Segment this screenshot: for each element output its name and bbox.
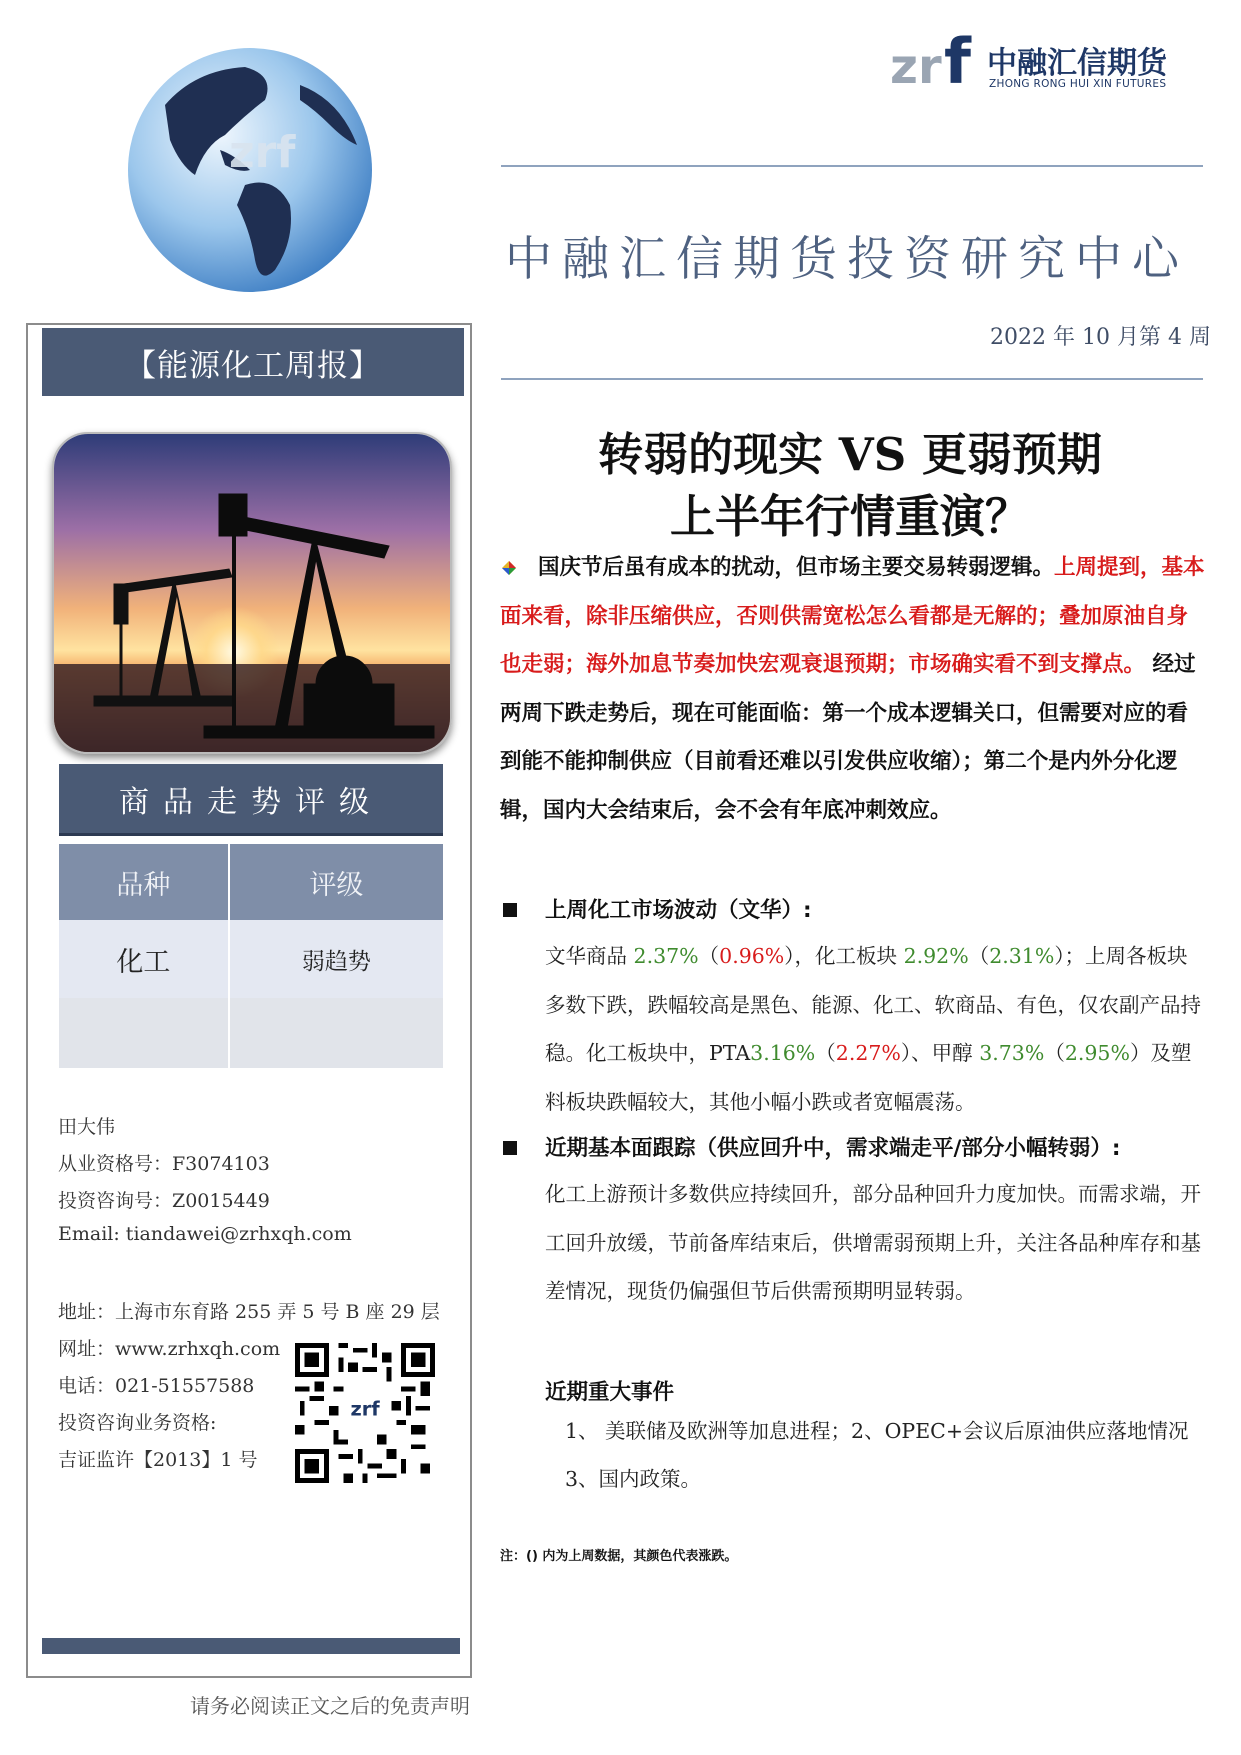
text-span: ）；上周各板块多数下跌，跌幅较高是黑色、能源、化工、软商品、有色，仅农副产品持稳。化工板块中，PTA xyxy=(545,944,1201,1065)
section-market-heading: 上周化工市场波动（文华）: xyxy=(545,898,812,923)
rating-table xyxy=(59,844,443,1068)
text-span: （ xyxy=(815,1041,836,1065)
oil-pumpjack-image xyxy=(54,434,450,752)
oil-pumpjack-photo xyxy=(52,432,452,754)
table-row xyxy=(59,998,443,1068)
value-green: 2.95% xyxy=(1064,1041,1130,1065)
footnote: 注：() 内为上周数据，其颜色代表涨跌。 xyxy=(500,1549,738,1564)
company-website: 网址：www.zrhxqh.com xyxy=(58,1338,281,1360)
svg-text:zr: zr xyxy=(890,39,942,95)
value-green: 2.31% xyxy=(989,944,1055,968)
globe-logo-icon xyxy=(125,45,375,295)
logo-chinese-name: 中融汇信期货 xyxy=(987,46,1167,81)
diamond-bullet-icon xyxy=(500,559,518,577)
table-row xyxy=(59,920,443,998)
summary-highlight: 上周提到，基本面来看，除非压缩供应，否则供需宽松怎么看都是无解的；叠加原油自身也走弱；海外加息节奏加快宏观衰退预期；市场确实看不到支撑点。 xyxy=(500,555,1205,677)
rating-header-variety: 品种 xyxy=(59,844,229,920)
text-span: 文华商品 xyxy=(545,944,634,968)
license-number: 吉证监许【2013】1 号 xyxy=(58,1449,258,1471)
value-red: 0.96% xyxy=(719,944,785,968)
analyst-name: 田大伟 xyxy=(58,1116,116,1138)
company-logo xyxy=(890,28,1220,98)
value-green: 3.16% xyxy=(750,1041,816,1065)
license-label: 投资咨询业务资格: xyxy=(58,1412,217,1434)
rating-cell-empty xyxy=(229,998,443,1068)
section-fundamentals-body: 化工上游预计多数供应持续回升，部分品种回升力度加快。而需求端，开工回升放缓，节前备库结束后，供增需弱预期上升，关注各品种库存和基差情况，现货仍偏强但节后供需预期明显转弱。 xyxy=(545,1182,1201,1303)
value-green: 2.37% xyxy=(633,944,699,968)
summary-paragraph xyxy=(500,544,1206,835)
rating-section-title: 商品走势评级 xyxy=(59,764,443,836)
square-bullet-icon xyxy=(503,1141,517,1155)
events-heading: 近期重大事件 xyxy=(545,1380,675,1405)
report-date: 2022 年 10 月第 4 周 xyxy=(990,325,1211,350)
research-center-title: 中融汇信期货投资研究中心 xyxy=(505,232,1189,287)
rating-cell-empty xyxy=(59,998,229,1068)
section-market-body xyxy=(545,932,1205,1126)
analyst-consult-number: 投资咨询号：Z0015449 xyxy=(58,1190,270,1212)
rating-header-rating: 评级 xyxy=(229,844,443,920)
report-title-line2: 上半年行情重演？ xyxy=(669,490,1030,543)
qr-code-icon xyxy=(295,1343,435,1483)
globe-logo-text: zrf xyxy=(229,127,296,178)
text-span: （ xyxy=(1044,1041,1065,1065)
company-address: 地址：上海市东育路 255 弄 5 号 B 座 29 层 xyxy=(58,1301,440,1323)
report-type-banner: 【能源化工周报】 xyxy=(42,328,464,396)
square-bullet-icon xyxy=(503,903,517,917)
sidebar-bottom-bar xyxy=(42,1638,460,1654)
text-span: （ xyxy=(698,944,720,968)
text-span: ），化工板块 xyxy=(784,944,904,968)
rating-cell-rating: 弱趋势 xyxy=(229,920,443,998)
qr-logo-text: zrf xyxy=(350,1397,380,1421)
rating-cell-variety: 化工 xyxy=(59,920,229,998)
analyst-email: Email: tiandawei@zrhxqh.com xyxy=(58,1223,352,1245)
events-line2: 3、国内政策。 xyxy=(565,1467,702,1491)
header-divider-bottom xyxy=(501,378,1203,380)
text-span: ）及塑料板块跌幅较大，其他小幅小跌或者宽幅震荡。 xyxy=(545,1041,1192,1114)
summary-part1: 国庆节后虽有成本的扰动，但市场主要交易转弱逻辑。 xyxy=(538,555,1055,580)
value-green: 2.92% xyxy=(903,944,969,968)
value-red: 2.27% xyxy=(835,1041,901,1065)
zrf-logo-icon xyxy=(890,28,982,98)
events-line1: 1、 美联储及欧洲等加息进程；2、OPEC+会议后原油供应落地情况 xyxy=(565,1419,1189,1443)
disclaimer-notice: 请务必阅读正文之后的免责声明 xyxy=(190,1694,470,1718)
logo-english-name: ZHONG RONG HUI XIN FUTURES xyxy=(989,78,1167,90)
svg-text:f: f xyxy=(944,28,971,98)
company-phone: 电话：021-51557588 xyxy=(58,1375,255,1397)
header-divider-top xyxy=(501,165,1203,167)
text-span: （ xyxy=(968,944,990,968)
rating-table-header xyxy=(59,844,443,920)
text-span: ）、甲醇 xyxy=(900,1041,980,1065)
analyst-qualification: 从业资格号：F3074103 xyxy=(58,1153,270,1175)
value-green: 3.73% xyxy=(979,1041,1045,1065)
section-fundamentals-heading: 近期基本面跟踪（供应回升中，需求端走平/部分小幅转弱）: xyxy=(545,1136,1121,1161)
summary-part3: 经过两周下跌走势后，现在可能面临：第一个成本逻辑关口，但需要对应的看到能不能抑制供应（目前看还难以引发供应收缩）；第二个是内外分化逻辑，国内大会结束后，会不会有年底冲刺效应。 xyxy=(500,652,1196,823)
report-title-line1: 转弱的现实 VS 更弱预期 xyxy=(598,428,1102,481)
